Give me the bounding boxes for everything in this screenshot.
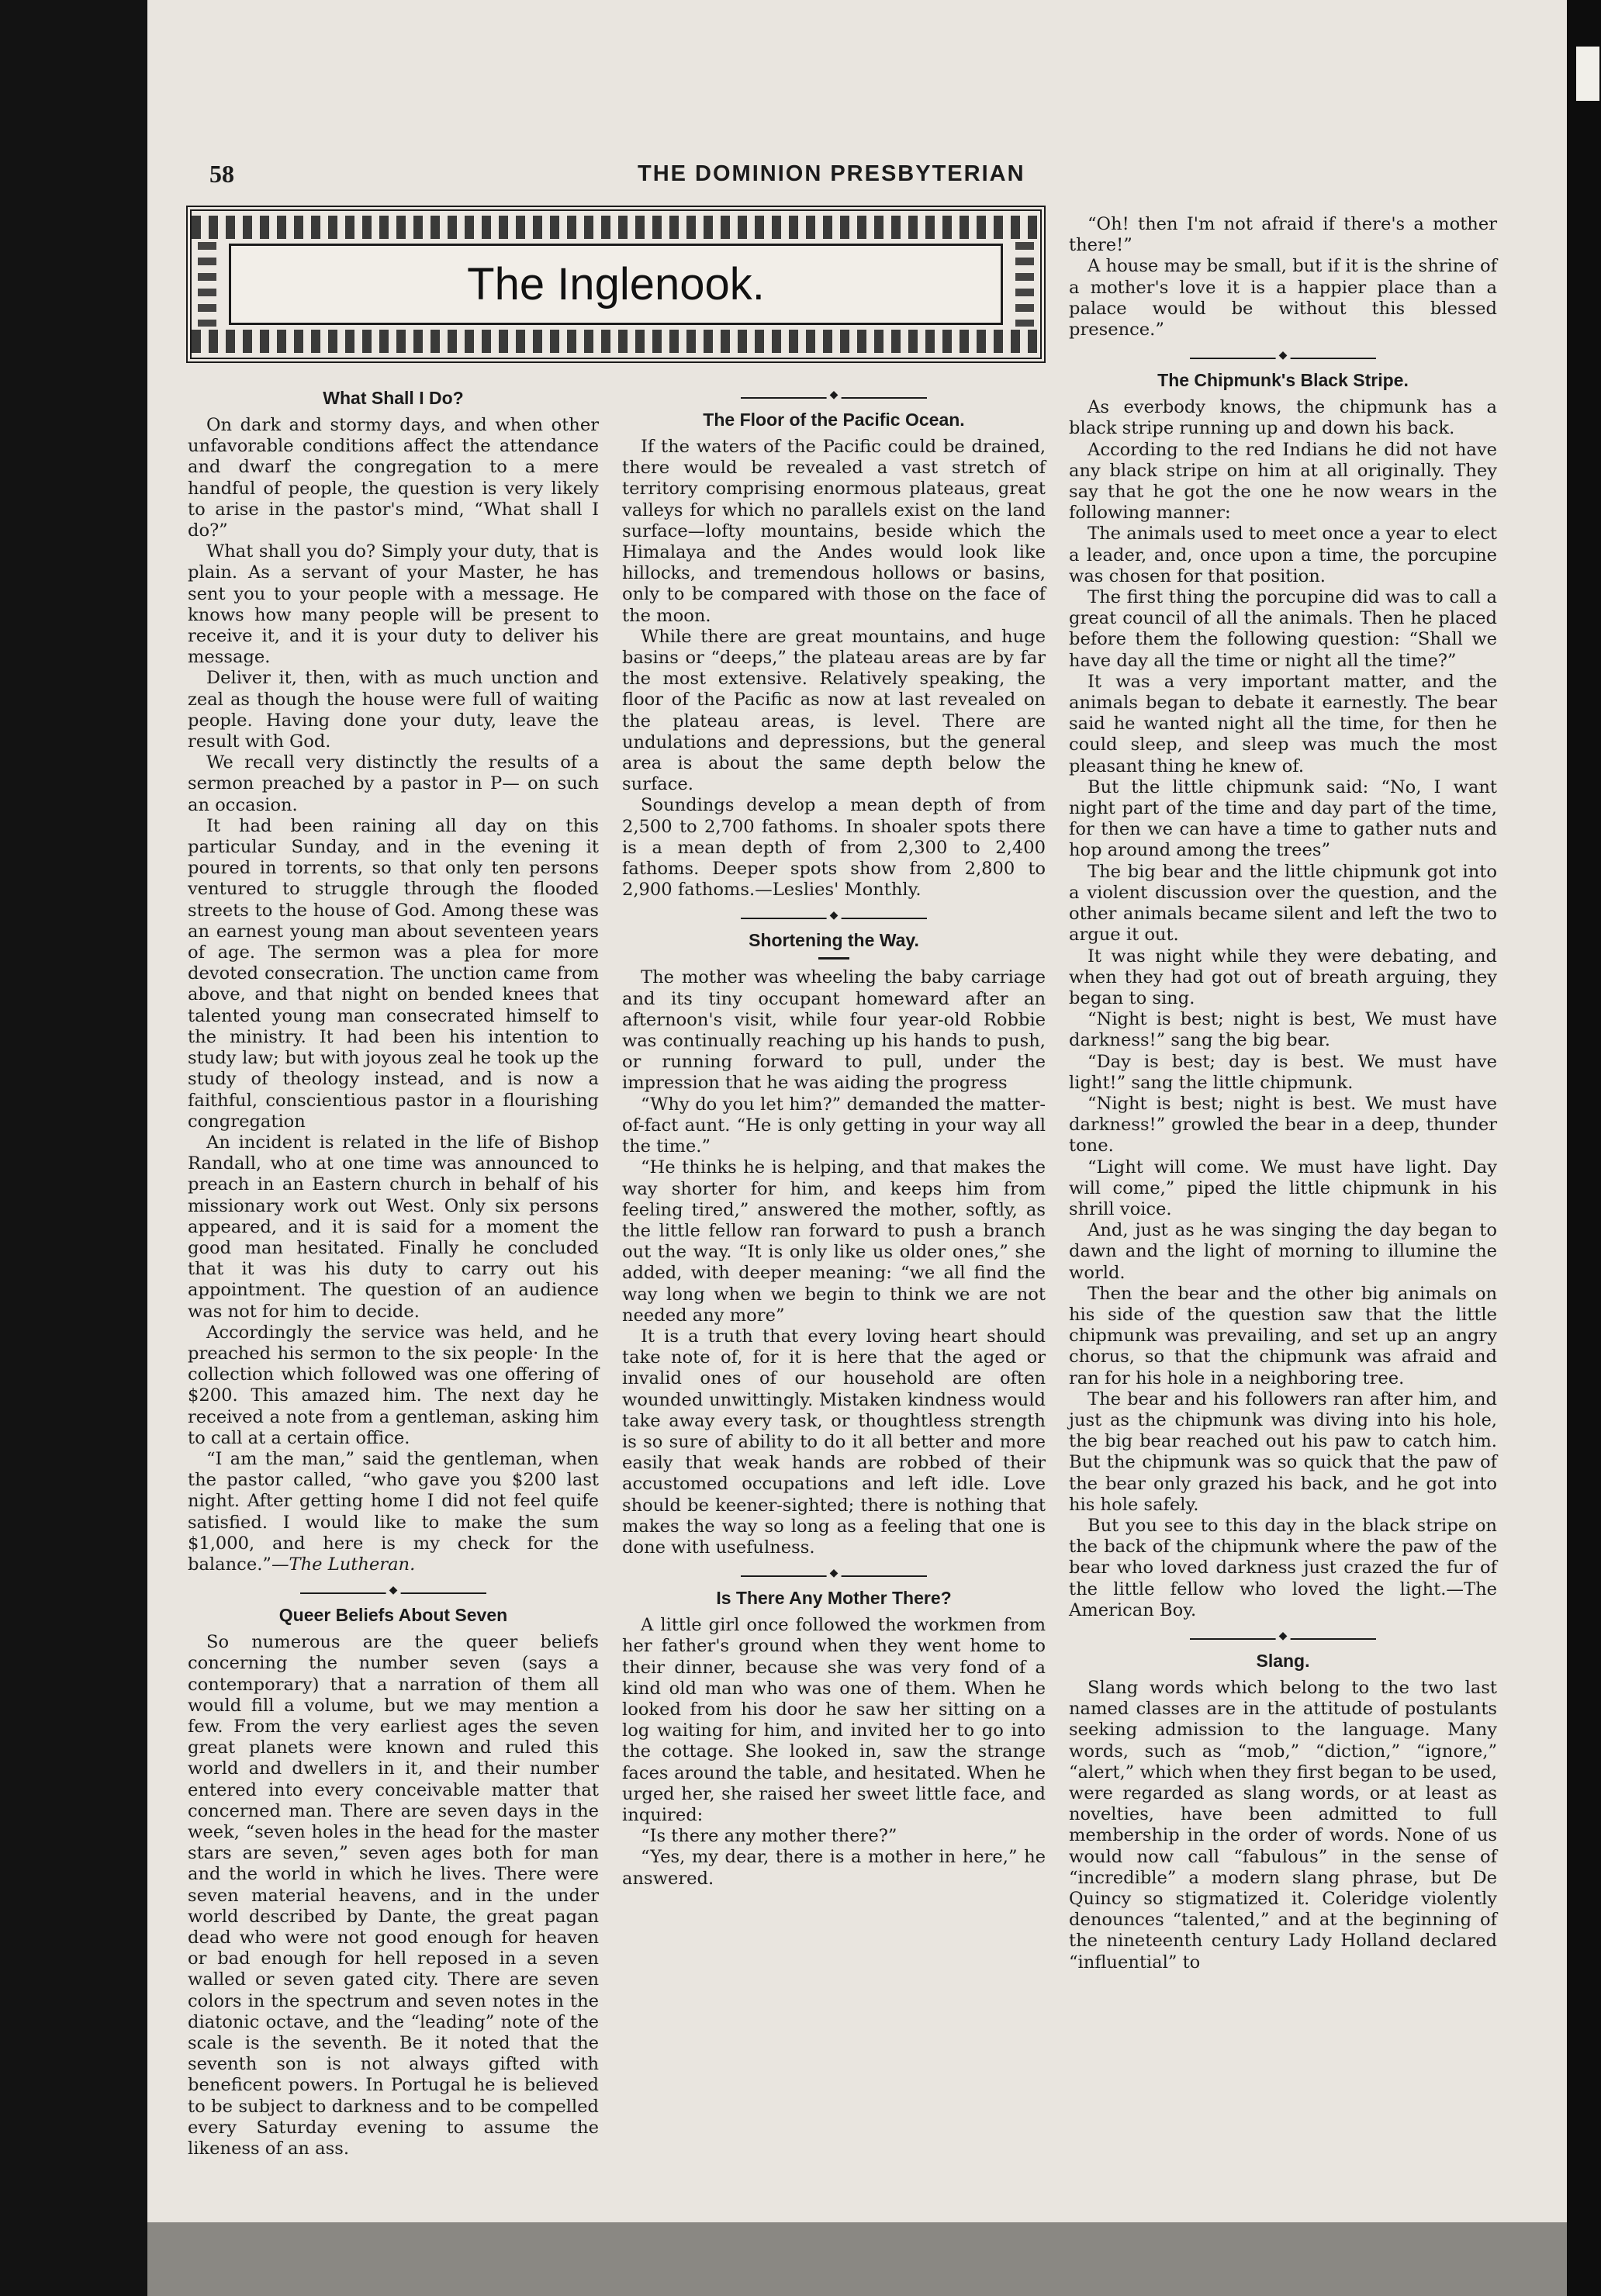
article-source: The Lutheran. bbox=[289, 1554, 416, 1575]
scan-edge bbox=[147, 2222, 1567, 2296]
article-paragraph: Slang words which belong to the two last named classes are in the attitude of postulants seeking admission to the language. Many words, such as “mob,” “diction,” “ignore,” “alert,” which when they first began to be used, were regarded as slang words, or at least as novelties, have been admitted to full membership in the order of words. None of us would now call “fabulous” in the sense of “incredible” a modern slang phrase, but De Quincy so stigmatized it. Coleridge violently denounces “talented,” and at the beginning of the nineteenth century Lady Holland declared “influential” to bbox=[1069, 1678, 1497, 1973]
scan-border bbox=[1567, 0, 1601, 2296]
article-title: Is There Any Mother There? bbox=[716, 1588, 952, 1609]
section-banner bbox=[186, 206, 1046, 363]
article-paragraph bbox=[188, 1449, 599, 1575]
article-paragraph: So numerous are the queer beliefs concerning the number seven (says a contemporary) that a narration of them all would fill a volume, but we may mention a few. From the very earliest ages the seven great planets were known and ruled this world and dwellers in it, and their number entered into every conceivable matter that concerned man. There are seven days in the week, “seven holes in the head for the master stars are seven,” seven ages both for man and the world in which he lives. There were seven material heavens, and in the under world described by Dante, the great pagan dead who were not good enough for heaven or bad enough for hell reposed in a seven walled or seven gated city. There are seven colors in the spectrum and seven notes in the diatonic octave, and the “leading” note of the scale is the seventh. Be it noted that the seventh son is not always gifted with beneficent powers. In Portugal he is believed to be subject to darkness and to be compelled every Saturday evening to assume the likeness of an ass. bbox=[188, 1632, 599, 2159]
article-paragraph: But you see to this day in the black stripe on the back of the chipmunk where the paw of the bear who loved darkness just crazed the fur of the little fellow who loved the light.—The American Boy. bbox=[1069, 1515, 1497, 1620]
article-paragraph: It is a truth that every loving heart should take note of, for it is here that the aged or invalid ones of our household are often wounded unwittingly. Mistaken kindness would take away every task, or thoughtless strength is so sure of ability to do it all better and more easily that weak hands are robbed of their accustomed occupations and left idle. Love should be keener-sighted; there is nothing that makes the way so long as a feeling that one is done with usefulness. bbox=[622, 1326, 1046, 1558]
article-paragraph: It had been raining all day on this particular Sunday, and in the evening it poured in torrents, so that only ten persons ventured to struggle through the flooded streets to the house of God. Among these was an earnest young man about seventeen years of age. The sermon was a plea for more devoted consecration. The unction came from above, and that night on bended knees that talented young man consecrated himself to the ministry. It had been his intention to study law; but with joyous zeal he took up the study of theology instead, and is now a faithful, conscientious pastor in a flourishing congregation bbox=[188, 815, 599, 1132]
article-paragraph: The big bear and the little chipmunk got into a violent discussion over the question, and the other animals became silent and left the two to argue it out. bbox=[1069, 861, 1497, 946]
article-paragraph: It was night while they were debating, and when they had got out of breath arguing, they began to sing. bbox=[1069, 946, 1497, 1008]
scan-tab bbox=[1576, 47, 1599, 101]
article-title: Slang. bbox=[1256, 1651, 1310, 1671]
section-divider bbox=[741, 1572, 927, 1580]
banner-border-ornament bbox=[192, 330, 1040, 353]
banner-frame bbox=[229, 244, 1003, 325]
newspaper-page bbox=[147, 0, 1567, 2296]
column-1 bbox=[188, 380, 599, 2159]
article-title: The Floor of the Pacific Ocean. bbox=[703, 410, 965, 430]
banner-border-ornament bbox=[192, 216, 1040, 239]
article-paragraph: And, just as he was singing the day began to dawn and the light of morning to illumine the world. bbox=[1069, 1220, 1497, 1283]
section-divider bbox=[300, 1589, 486, 1597]
article-paragraph: “Oh! then I'm not afraid if there's a mother there!” bbox=[1069, 214, 1497, 256]
column-2 bbox=[622, 380, 1046, 1890]
article-paragraph: It was a very important matter, and the animals began to debate it earnestly. The bear said he wanted night all the time, for then he could sleep, and sleep was much the most pleasant thing he knew of. bbox=[1069, 671, 1497, 776]
article-paragraph: While there are great mountains, and huge basins or “deeps,” the plateau areas are by far the most extensive. Relatively speaking, the floor of the Pacific as now at last revealed on the plateau areas, is level. There are undulations and depressions, but the general area is about the same depth below the surface. bbox=[622, 626, 1046, 795]
section-divider bbox=[741, 915, 927, 922]
article-paragraph: If the waters of the Pacific could be drained, there would be revealed a vast stretch of territory comprising enormous plateaus, great valleys for which no parallels exist on the land surface—lofty mountains, beside which the Himalaya and the Andes would look like hillocks, and tremendous hollows or basins, only to be compared with those on the face of the moon. bbox=[622, 437, 1046, 626]
section-divider bbox=[1190, 1635, 1376, 1643]
article-title: Queer Beliefs About Seven bbox=[278, 1605, 508, 1626]
page-number: 58 bbox=[209, 160, 234, 188]
article-paragraph: The bear and his followers ran after him, and just as the chipmunk was diving into his hole, the big bear reached out his paw to catch him. But the chipmunk was so quick that the paw of the bear only grazed his back, and he got into his hole safely. bbox=[1069, 1388, 1497, 1515]
section-divider bbox=[741, 394, 927, 402]
article-paragraph: What shall you do? Simply your duty, that is plain. As a servant of your Master, he has sent you to your people with a message. He knows how many people will be present to receive it, and it is your duty to deliver his message. bbox=[188, 541, 599, 668]
article-title: The Chipmunk's Black Stripe. bbox=[1157, 370, 1409, 391]
article-paragraph: “Why do you let him?” demanded the matter-of-fact aunt. “He is only getting in your way all the time.” bbox=[622, 1094, 1046, 1157]
article-paragraph: A house may be small, but if it is the shrine of a mother's love it is a happier place than a palace would be without this blessed presence.” bbox=[1069, 256, 1497, 341]
article-paragraph: Deliver it, then, with as much unction and zeal as though the house were full of waiting people. Having done your duty, leave the result with God. bbox=[188, 668, 599, 752]
article-title: What Shall I Do? bbox=[323, 388, 464, 408]
article-paragraph: “Light will come. We must have light. Day will come,” piped the little chipmunk in his shrill voice. bbox=[1069, 1157, 1497, 1219]
article-paragraph: Accordingly the service was held, and he preached his sermon to the six people· In the collection which followed was one offering of $200. This amazed him. The next day he received a note from a gentleman, asking him to call at a certain office. bbox=[188, 1322, 599, 1448]
article-paragraph: We recall very distinctly the results of a sermon preached by a pastor in P— on such an occasion. bbox=[188, 752, 599, 815]
article-paragraph: A little girl once followed the workmen from her father's ground when they went home to their dinner, because she was very fond of a kind old man who was one of them. When he looked from his door he saw her sitting on a log waiting for him, and invited her to go into the cottage. She looked in, saw the strange faces around the table, and hesitated. When he urged her, she raised her sweet little face, and inquired: bbox=[622, 1615, 1046, 1825]
banner-side-ornament bbox=[1015, 242, 1034, 327]
article-paragraph: “Is there any mother there?” bbox=[641, 1826, 897, 1847]
article-paragraph: “Night is best; night is best. We must have darkness!” growled the bear in a deep, thunder tone. bbox=[1069, 1093, 1497, 1157]
article-paragraph: “Yes, my dear, there is a mother in here,” he answered. bbox=[622, 1847, 1046, 1889]
section-divider bbox=[1190, 354, 1376, 362]
article-title: Shortening the Way. bbox=[749, 930, 919, 951]
article-paragraph: According to the red Indians he did not have any black stripe on him at all originally. They say that he got the one he now wears in the following manner: bbox=[1069, 439, 1497, 524]
article-paragraph: On dark and stormy days, and when other unfavorable conditions affect the attendance and dwarf the congregation to a mere handful of people, the question is very likely to arise in the pastor's mind, “What shall I do?” bbox=[188, 415, 599, 541]
article-paragraph-text: “I am the man,” said the gentleman, when the pastor called, “who gave you $200 last night. After getting home I did not feel quife satisfied. I would like to make the sum $1,000, and here is my check for the balance.”— bbox=[188, 1448, 599, 1575]
section-title: The Inglenook. bbox=[467, 259, 765, 309]
article-paragraph: As everbody knows, the chipmunk has a black stripe running up and down his back. bbox=[1069, 397, 1497, 439]
article-paragraph: The animals used to meet once a year to elect a leader, and, once upon a time, the porcupine was chosen for that position. bbox=[1069, 524, 1497, 586]
article-paragraph: “Night is best; night is best, We must have darkness!” sang the big bear. bbox=[1069, 1009, 1497, 1051]
article-paragraph: “He thinks he is helping, and that makes the way shorter for him, and keeps him from feeling tired,” answered the mother, softly, as the little fellow ran forward to push a branch out the way. “It is only like us older ones,” she added, with deeper meaning: “we all find the way long when we begin to think we are not needed any more” bbox=[622, 1157, 1046, 1326]
running-title: THE DOMINION PRESBYTERIAN bbox=[638, 161, 1025, 186]
article-paragraph: “Day is best; day is best. We must have light!” sang the little chipmunk. bbox=[1069, 1051, 1497, 1093]
column-3 bbox=[1069, 214, 1497, 1973]
article-paragraph: The first thing the porcupine did was to call a great council of all the animals. Then he placed before them the following question: “Shall we have day all the time or night all the time?” bbox=[1069, 587, 1497, 671]
banner-side-ornament bbox=[198, 242, 216, 327]
article-paragraph: Soundings develop a mean depth of from 2,500 to 2,700 fathoms. In shoaler spots there is a mean depth of from 2,300 to 2,400 fathoms. Deeper spots show from 2,800 to 2,900 fathoms.—Leslies' Monthly. bbox=[622, 795, 1046, 901]
article-paragraph: An incident is related in the life of Bishop Randall, who at one time was announced to preach in an Eastern church in behalf of his missionary work out West. Only six persons appeared, and it is said for a moment the good man hesitated. Finally he concluded that it was his duty to carry out his appointment. The question of an audience was not for him to decide. bbox=[188, 1132, 599, 1322]
article-paragraph: But the little chipmunk said: “No, I want night part of the time and day part of the time, for then we can have a time to gather nuts and hop around among the trees” bbox=[1069, 776, 1497, 861]
article-paragraph: The mother was wheeling the baby carriage and its tiny occupant homeward after an afternoon's visit, while four year-old Robbie was continually reaching up his hands to push, or running forward to pull, under the impression that he was aiding the progress bbox=[622, 967, 1046, 1094]
title-underline bbox=[818, 957, 849, 960]
article-paragraph: Then the bear and the other big animals on his side of the question saw that the little chipmunk was prevailing, and set up an angry chorus, so that the chipmunk was afraid and ran for his hole in a neighboring tree. bbox=[1069, 1283, 1497, 1388]
